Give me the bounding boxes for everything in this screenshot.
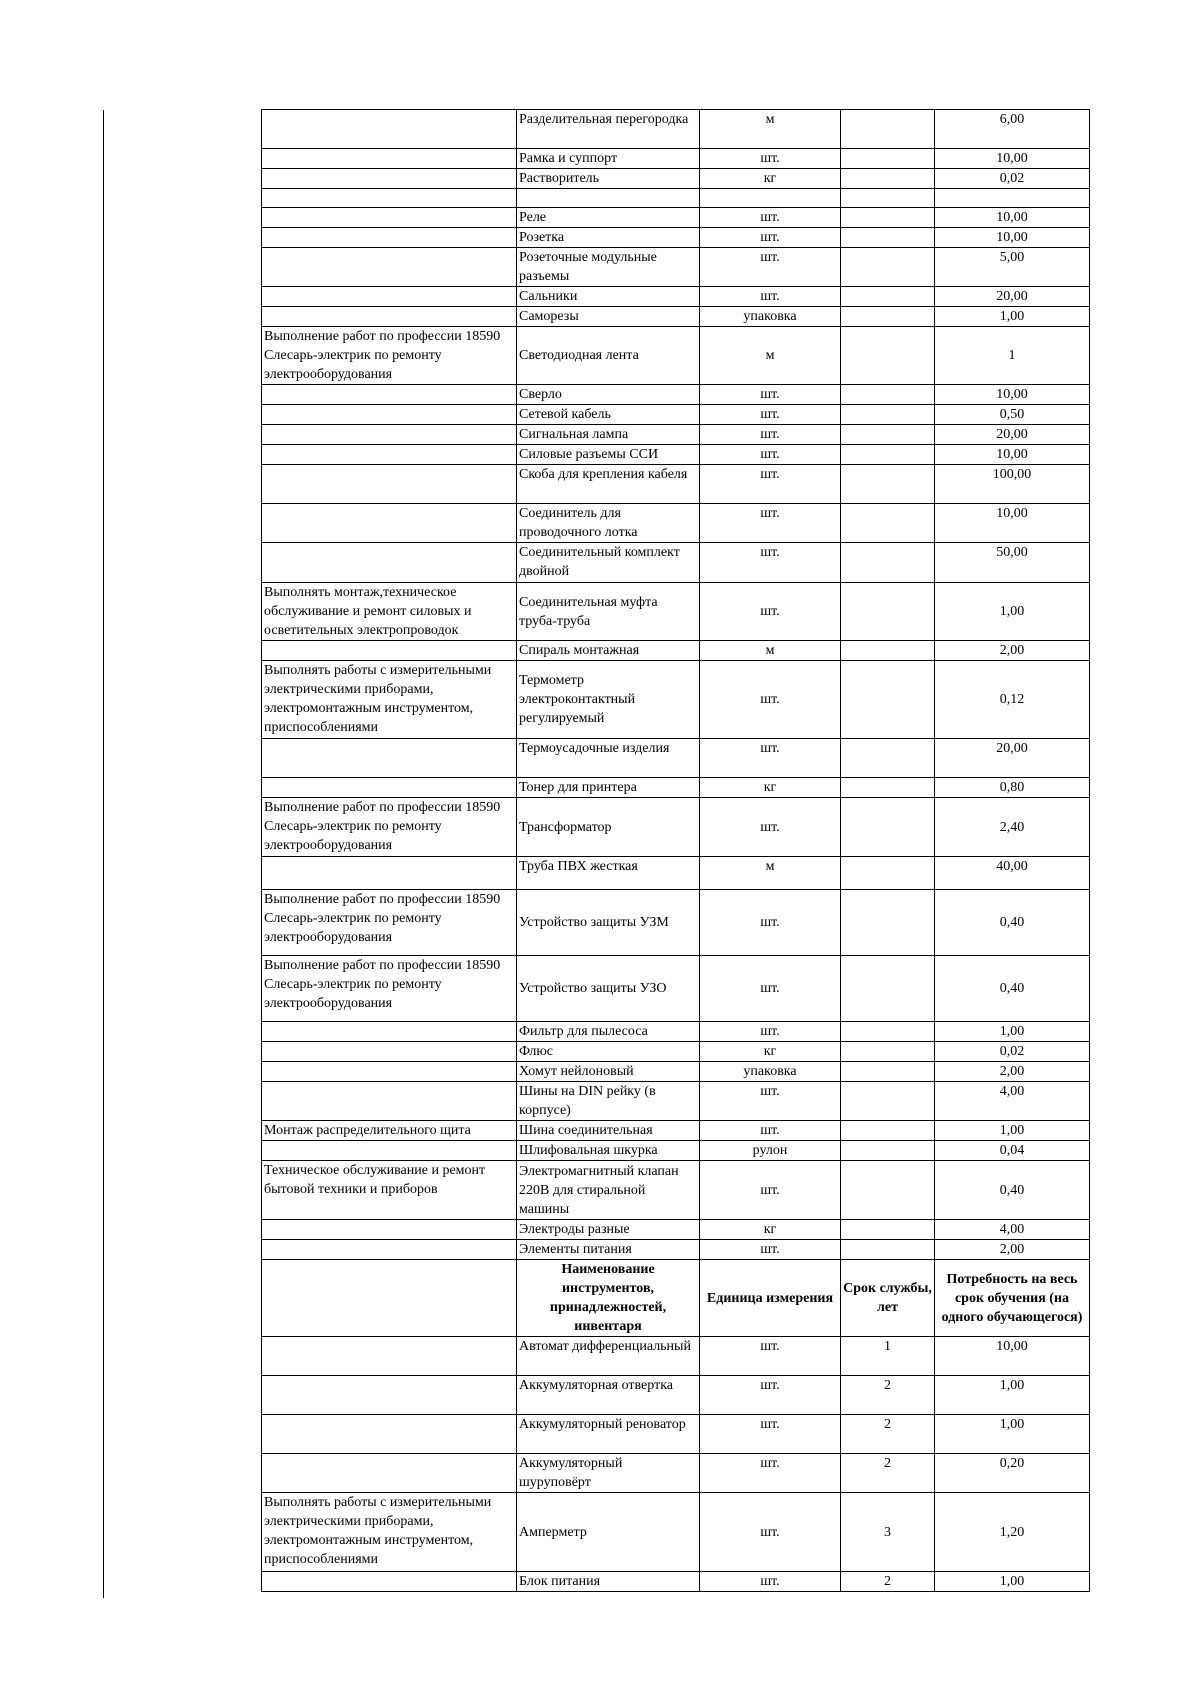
unit-cell: шт. xyxy=(700,1572,841,1592)
activity-cell xyxy=(262,1141,517,1161)
unit-cell: шт. xyxy=(700,1240,841,1260)
table-row xyxy=(262,327,1090,385)
item-name-cell: Элементы питания xyxy=(517,1240,700,1260)
activity-cell xyxy=(262,208,517,228)
table-row xyxy=(262,110,1090,149)
item-name-cell: Наименование инструментов, принадлежностей, инвентаря xyxy=(517,1260,700,1337)
activity-cell xyxy=(262,228,517,248)
quantity-cell: 2,00 xyxy=(935,1240,1090,1260)
activity-cell xyxy=(262,857,517,890)
quantity-cell: 1,20 xyxy=(935,1493,1090,1572)
quantity-cell: 4,00 xyxy=(935,1220,1090,1240)
quantity-cell: 0,02 xyxy=(935,169,1090,189)
unit-cell: шт. xyxy=(700,385,841,405)
table-row xyxy=(262,208,1090,228)
unit-cell: кг xyxy=(700,778,841,798)
item-name-cell: Шина соединительная xyxy=(517,1121,700,1141)
activity-cell xyxy=(262,307,517,327)
activity-cell xyxy=(262,287,517,307)
item-name-cell: Сальники xyxy=(517,287,700,307)
quantity-cell: 20,00 xyxy=(935,287,1090,307)
service-life-cell xyxy=(841,1042,935,1062)
service-life-cell xyxy=(841,661,935,739)
activity-cell xyxy=(262,1415,517,1454)
activity-cell xyxy=(262,248,517,287)
unit-cell: шт. xyxy=(700,661,841,739)
unit-cell: шт. xyxy=(700,739,841,778)
service-life-cell xyxy=(841,445,935,465)
quantity-cell: 20,00 xyxy=(935,739,1090,778)
item-name-cell: Электроды разные xyxy=(517,1220,700,1240)
activity-cell xyxy=(262,189,517,208)
quantity-cell: 20,00 xyxy=(935,425,1090,445)
item-name-cell: Сигнальная лампа xyxy=(517,425,700,445)
unit-cell: м xyxy=(700,857,841,890)
service-life-cell xyxy=(841,1161,935,1220)
item-name-cell: Шлифовальная шкурка xyxy=(517,1141,700,1161)
activity-cell xyxy=(262,425,517,445)
item-name-cell: Фильтр для пылесоса xyxy=(517,1022,700,1042)
activity-cell xyxy=(262,405,517,425)
table-row xyxy=(262,149,1090,169)
service-life-cell: 2 xyxy=(841,1454,935,1493)
item-name-cell: Аккумуляторный реноватор xyxy=(517,1415,700,1454)
table-row xyxy=(262,661,1090,739)
table-row xyxy=(262,287,1090,307)
service-life-cell xyxy=(841,248,935,287)
quantity-cell: 50,00 xyxy=(935,543,1090,583)
quantity-cell: 1,00 xyxy=(935,583,1090,641)
quantity-cell: 0,80 xyxy=(935,778,1090,798)
unit-cell: шт. xyxy=(700,1161,841,1220)
service-life-cell xyxy=(841,208,935,228)
item-name-cell: Термометр электроконтактный регулируемый xyxy=(517,661,700,739)
table-row xyxy=(262,1376,1090,1415)
table-row xyxy=(262,857,1090,890)
item-name-cell: Светодиодная лента xyxy=(517,327,700,385)
quantity-cell: 0,12 xyxy=(935,661,1090,739)
unit-cell: кг xyxy=(700,1042,841,1062)
activity-cell xyxy=(262,1082,517,1121)
unit-cell: кг xyxy=(700,1220,841,1240)
activity-cell xyxy=(262,1022,517,1042)
service-life-cell: Срок службы, лет xyxy=(841,1260,935,1337)
service-life-cell xyxy=(841,385,935,405)
quantity-cell: 10,00 xyxy=(935,385,1090,405)
quantity-cell: 2,00 xyxy=(935,1062,1090,1082)
quantity-cell: Потребность на весь срок обучения (на одного обучающегося) xyxy=(935,1260,1090,1337)
item-name-cell: Сетевой кабель xyxy=(517,405,700,425)
unit-cell: шт. xyxy=(700,425,841,445)
unit-cell: шт. xyxy=(700,149,841,169)
unit-cell: Единица измерения xyxy=(700,1260,841,1337)
item-name-cell: Растворитель xyxy=(517,169,700,189)
activity-cell xyxy=(262,110,517,149)
activity-cell xyxy=(262,465,517,504)
quantity-cell: 1,00 xyxy=(935,1415,1090,1454)
activity-cell xyxy=(262,1454,517,1493)
activity-cell xyxy=(262,1062,517,1082)
item-name-cell: Хомут нейлоновый xyxy=(517,1062,700,1082)
service-life-cell xyxy=(841,798,935,857)
item-name-cell: Скоба для крепления кабеля xyxy=(517,465,700,504)
table-row xyxy=(262,583,1090,641)
service-life-cell xyxy=(841,1022,935,1042)
activity-cell: Монтаж распределительного щита xyxy=(262,1121,517,1141)
item-name-cell: Розеточные модульные разъемы xyxy=(517,248,700,287)
unit-cell: шт. xyxy=(700,956,841,1022)
quantity-cell: 1,00 xyxy=(935,1022,1090,1042)
unit-cell: шт. xyxy=(700,1376,841,1415)
service-life-cell xyxy=(841,1240,935,1260)
service-life-cell xyxy=(841,1220,935,1240)
table-row xyxy=(262,1220,1090,1240)
table-row xyxy=(262,445,1090,465)
unit-cell: м xyxy=(700,641,841,661)
activity-cell xyxy=(262,1042,517,1062)
quantity-cell: 2,40 xyxy=(935,798,1090,857)
service-life-cell: 1 xyxy=(841,1337,935,1376)
table-row xyxy=(262,425,1090,445)
quantity-cell: 0,40 xyxy=(935,890,1090,956)
item-name-cell: Тонер для принтера xyxy=(517,778,700,798)
item-name-cell: Сверло xyxy=(517,385,700,405)
unit-cell: шт. xyxy=(700,287,841,307)
quantity-cell: 6,00 xyxy=(935,110,1090,149)
item-name-cell: Устройство защиты УЗО xyxy=(517,956,700,1022)
service-life-cell xyxy=(841,543,935,583)
quantity-cell: 0,50 xyxy=(935,405,1090,425)
table-row xyxy=(262,890,1090,956)
service-life-cell xyxy=(841,739,935,778)
unit-cell: м xyxy=(700,110,841,149)
item-name-cell: Амперметр xyxy=(517,1493,700,1572)
quantity-cell: 4,00 xyxy=(935,1082,1090,1121)
activity-cell: Выполнение работ по профессии 18590 Слесарь-электрик по ремонту электрооборудования xyxy=(262,956,517,1022)
activity-cell xyxy=(262,641,517,661)
unit-cell: шт. xyxy=(700,543,841,583)
quantity-cell: 0,02 xyxy=(935,1042,1090,1062)
activity-cell xyxy=(262,445,517,465)
table-row xyxy=(262,1415,1090,1454)
quantity-cell xyxy=(935,189,1090,208)
unit-cell xyxy=(700,189,841,208)
quantity-cell: 1,00 xyxy=(935,1121,1090,1141)
quantity-cell: 1 xyxy=(935,327,1090,385)
item-name-cell: Трансформатор xyxy=(517,798,700,857)
service-life-cell xyxy=(841,778,935,798)
unit-cell: шт. xyxy=(700,583,841,641)
service-life-cell xyxy=(841,465,935,504)
quantity-cell: 1,00 xyxy=(935,1572,1090,1592)
service-life-cell xyxy=(841,857,935,890)
materials-tools-table xyxy=(261,109,1090,1592)
item-name-cell: Соединитель для проводочного лотка xyxy=(517,504,700,543)
service-life-cell xyxy=(841,307,935,327)
unit-cell: шт. xyxy=(700,405,841,425)
activity-cell xyxy=(262,149,517,169)
table-row xyxy=(262,1161,1090,1220)
activity-cell xyxy=(262,1240,517,1260)
service-life-cell xyxy=(841,504,935,543)
unit-cell: упаковка xyxy=(700,1062,841,1082)
table-row xyxy=(262,739,1090,778)
unit-cell: шт. xyxy=(700,228,841,248)
table-row xyxy=(262,1121,1090,1141)
unit-cell: м xyxy=(700,327,841,385)
item-name-cell: Флюс xyxy=(517,1042,700,1062)
item-name-cell: Разделительная перегородка xyxy=(517,110,700,149)
unit-cell: шт. xyxy=(700,465,841,504)
item-name-cell: Соединительная муфта труба-труба xyxy=(517,583,700,641)
quantity-cell: 0,40 xyxy=(935,956,1090,1022)
item-name-cell: Труба ПВХ жесткая xyxy=(517,857,700,890)
unit-cell: рулон xyxy=(700,1141,841,1161)
service-life-cell: 2 xyxy=(841,1415,935,1454)
item-name-cell: Электромагнитный клапан 220В для стиральной машины xyxy=(517,1161,700,1220)
quantity-cell: 0,04 xyxy=(935,1141,1090,1161)
activity-cell: Выполнять монтаж,техническое обслуживание и ремонт силовых и осветительных электропроводок xyxy=(262,583,517,641)
unit-cell: кг xyxy=(700,169,841,189)
unit-cell: шт. xyxy=(700,1022,841,1042)
table-row xyxy=(262,1022,1090,1042)
activity-cell xyxy=(262,543,517,583)
activity-cell xyxy=(262,1572,517,1592)
table-row xyxy=(262,798,1090,857)
table-row xyxy=(262,1337,1090,1376)
unit-cell: шт. xyxy=(700,445,841,465)
table-row xyxy=(262,189,1090,208)
table-row xyxy=(262,465,1090,504)
quantity-cell: 1,00 xyxy=(935,307,1090,327)
item-name-cell: Спираль монтажная xyxy=(517,641,700,661)
quantity-cell: 10,00 xyxy=(935,504,1090,543)
table-row xyxy=(262,228,1090,248)
activity-cell: Техническое обслуживание и ремонт бытовой техники и приборов xyxy=(262,1161,517,1220)
unit-cell: шт. xyxy=(700,1337,841,1376)
item-name-cell: Шины на DIN рейку (в корпусе) xyxy=(517,1082,700,1121)
unit-cell: упаковка xyxy=(700,307,841,327)
activity-cell: Выполнять работы с измерительными электрическими приборами, электромонтажным инструментом, приспособлениями xyxy=(262,1493,517,1572)
table-row xyxy=(262,504,1090,543)
unit-cell: шт. xyxy=(700,208,841,228)
table-row xyxy=(262,1141,1090,1161)
activity-cell xyxy=(262,385,517,405)
table-row xyxy=(262,1454,1090,1493)
unit-cell: шт. xyxy=(700,1493,841,1572)
item-name-cell: Термоусадочные изделия xyxy=(517,739,700,778)
table-row xyxy=(262,1572,1090,1592)
activity-cell: Выполнять работы с измерительными электрическими приборами, электромонтажным инструментом, приспособлениями xyxy=(262,661,517,739)
service-life-cell xyxy=(841,1062,935,1082)
tools-header-row xyxy=(262,1260,1090,1337)
service-life-cell xyxy=(841,287,935,307)
item-name-cell: Реле xyxy=(517,208,700,228)
quantity-cell: 0,40 xyxy=(935,1161,1090,1220)
activity-cell xyxy=(262,739,517,778)
item-name-cell: Блок питания xyxy=(517,1572,700,1592)
unit-cell: шт. xyxy=(700,1121,841,1141)
table-body xyxy=(262,110,1090,1592)
quantity-cell: 10,00 xyxy=(935,208,1090,228)
service-life-cell: 2 xyxy=(841,1572,935,1592)
service-life-cell xyxy=(841,110,935,149)
quantity-cell: 1,00 xyxy=(935,1376,1090,1415)
unit-cell: шт. xyxy=(700,890,841,956)
item-name-cell xyxy=(517,189,700,208)
service-life-cell: 3 xyxy=(841,1493,935,1572)
service-life-cell xyxy=(841,189,935,208)
activity-cell xyxy=(262,169,517,189)
table-row xyxy=(262,385,1090,405)
table-row xyxy=(262,778,1090,798)
service-life-cell xyxy=(841,228,935,248)
quantity-cell: 0,20 xyxy=(935,1454,1090,1493)
unit-cell: шт. xyxy=(700,248,841,287)
service-life-cell xyxy=(841,583,935,641)
item-name-cell: Розетка xyxy=(517,228,700,248)
activity-cell: Выполнение работ по профессии 18590 Слесарь-электрик по ремонту электрооборудования xyxy=(262,327,517,385)
activity-cell: Выполнение работ по профессии 18590 Слесарь-электрик по ремонту электрооборудования xyxy=(262,890,517,956)
service-life-cell xyxy=(841,327,935,385)
item-name-cell: Силовые разъемы ССИ xyxy=(517,445,700,465)
table-row xyxy=(262,1082,1090,1121)
unit-cell: шт. xyxy=(700,798,841,857)
table-row xyxy=(262,248,1090,287)
item-name-cell: Саморезы xyxy=(517,307,700,327)
service-life-cell xyxy=(841,169,935,189)
left-margin-rule xyxy=(103,110,104,1598)
item-name-cell: Аккумуляторная отвертка xyxy=(517,1376,700,1415)
unit-cell: шт. xyxy=(700,1454,841,1493)
table-row xyxy=(262,1240,1090,1260)
unit-cell: шт. xyxy=(700,1415,841,1454)
quantity-cell: 10,00 xyxy=(935,228,1090,248)
quantity-cell: 10,00 xyxy=(935,445,1090,465)
service-life-cell xyxy=(841,641,935,661)
service-life-cell xyxy=(841,1121,935,1141)
table-row xyxy=(262,169,1090,189)
table-row xyxy=(262,405,1090,425)
quantity-cell: 100,00 xyxy=(935,465,1090,504)
unit-cell: шт. xyxy=(700,1082,841,1121)
service-life-cell xyxy=(841,956,935,1022)
quantity-cell: 5,00 xyxy=(935,248,1090,287)
table-row xyxy=(262,641,1090,661)
item-name-cell: Устройство защиты УЗМ xyxy=(517,890,700,956)
service-life-cell xyxy=(841,425,935,445)
table-row xyxy=(262,956,1090,1022)
item-name-cell: Соединительный комплект двойной xyxy=(517,543,700,583)
activity-cell xyxy=(262,1376,517,1415)
service-life-cell xyxy=(841,149,935,169)
quantity-cell: 40,00 xyxy=(935,857,1090,890)
table-row xyxy=(262,307,1090,327)
table-row xyxy=(262,1493,1090,1572)
table-row xyxy=(262,1042,1090,1062)
activity-cell xyxy=(262,504,517,543)
quantity-cell: 10,00 xyxy=(935,149,1090,169)
service-life-cell xyxy=(841,1082,935,1121)
activity-cell xyxy=(262,1337,517,1376)
quantity-cell: 2,00 xyxy=(935,641,1090,661)
item-name-cell: Аккумуляторный шуруповёрт xyxy=(517,1454,700,1493)
activity-cell xyxy=(262,1220,517,1240)
service-life-cell xyxy=(841,405,935,425)
item-name-cell: Автомат дифференциальный xyxy=(517,1337,700,1376)
activity-cell xyxy=(262,778,517,798)
service-life-cell xyxy=(841,890,935,956)
service-life-cell: 2 xyxy=(841,1376,935,1415)
activity-cell: Выполнение работ по профессии 18590 Слесарь-электрик по ремонту электрооборудования xyxy=(262,798,517,857)
table-row xyxy=(262,543,1090,583)
quantity-cell: 10,00 xyxy=(935,1337,1090,1376)
item-name-cell: Рамка и суппорт xyxy=(517,149,700,169)
activity-cell xyxy=(262,1260,517,1337)
table-row xyxy=(262,1062,1090,1082)
service-life-cell xyxy=(841,1141,935,1161)
unit-cell: шт. xyxy=(700,504,841,543)
